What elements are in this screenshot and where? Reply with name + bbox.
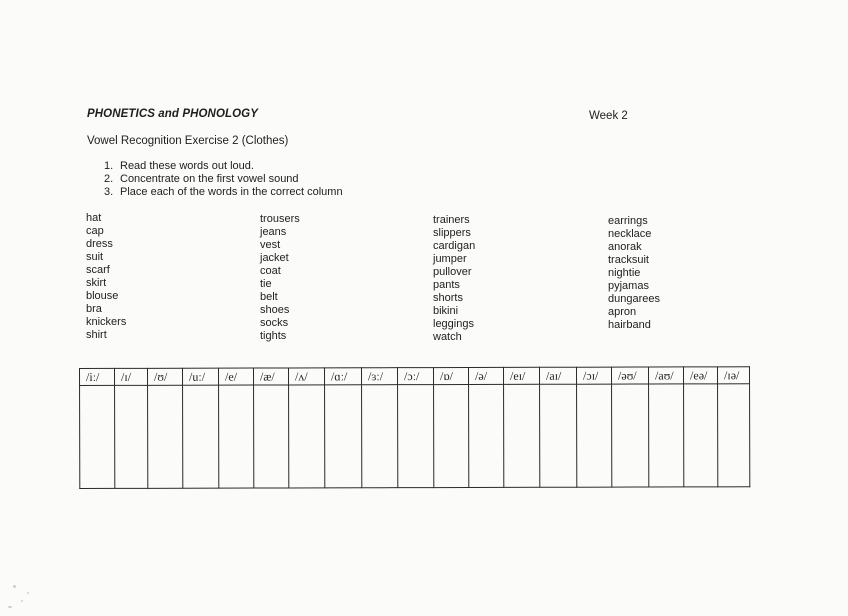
word-item: shoes [260,304,290,316]
word-item: tie [260,278,272,290]
word-column-1 [86,212,126,342]
vowel-answer-cell[interactable] [148,385,183,488]
vowel-symbol-header: /ɪə/ [717,367,749,384]
vowel-answer-cell[interactable] [289,385,325,488]
word-item: watch [433,331,462,343]
instruction-text: Place each of the words in the correct column [120,186,343,198]
vowel-symbol-header: /e/ [219,368,254,385]
scan-speck [27,592,29,594]
word-item: bikini [433,305,459,317]
vowel-header-row [80,367,750,386]
instruction-list [104,160,343,199]
vowel-answer-row [80,384,750,489]
word-item: pants [433,279,460,291]
vowel-answer-cell[interactable] [183,385,219,488]
vowel-symbol-header: /æ/ [254,368,289,385]
word-item: pullover [433,266,472,278]
vowel-symbol-header: /ʌ/ [289,368,325,385]
vowel-symbol-header: /ʊ/ [148,368,183,385]
instruction-number: 2. [104,173,114,185]
vowel-answer-cell[interactable] [80,385,115,488]
exercise-subtitle: Vowel Recognition Exercise 2 (Clothes) [87,135,289,147]
vowel-symbol-header: /ɪ/ [115,368,148,385]
word-item: necklace [608,228,652,240]
word-item: suit [86,251,104,263]
word-item: dress [86,238,113,250]
vowel-answer-cell[interactable] [254,385,289,488]
word-item: jacket [260,252,289,264]
word-item: cardigan [433,240,476,252]
vowel-symbol-header: /aɪ/ [539,367,576,384]
instruction-number: 3. [104,186,114,198]
vowel-answer-cell[interactable] [718,384,750,487]
word-item: trainers [433,214,470,226]
word-item: scarf [86,264,110,276]
vowel-symbol-header: /eɪ/ [503,367,539,384]
word-item: nightie [608,267,641,279]
vowel-answer-cell[interactable] [612,384,649,487]
instruction-text: Read these words out loud. [120,160,254,172]
word-item: skirt [86,277,107,289]
vowel-symbol-header: /uː/ [183,368,219,385]
word-item: socks [260,317,289,329]
word-item: belt [260,291,278,303]
word-column-4 [608,215,660,332]
scan-speck [21,600,23,602]
vowel-symbol-header: /eə/ [683,367,717,384]
vowel-answer-cell[interactable] [577,384,612,487]
word-item: shirt [86,329,107,341]
word-column-2 [260,213,300,343]
vowel-answer-cell[interactable] [325,385,362,488]
word-item: anorak [608,241,642,253]
vowel-answer-cell[interactable] [398,385,434,488]
vowel-answer-cell[interactable] [362,385,398,488]
word-item: earrings [608,215,648,227]
word-item: hat [86,212,102,224]
word-item: pyjamas [608,280,649,292]
instruction-number: 1. [104,160,114,172]
word-item: tracksuit [608,254,649,266]
vowel-symbol-header: /ɑː/ [325,368,362,385]
vowel-symbol-header: /iː/ [80,368,115,385]
word-item: jumper [433,253,467,265]
vowel-answer-cell[interactable] [540,384,577,487]
word-item: apron [608,306,637,318]
word-item: hairband [608,319,651,331]
word-item: tights [260,330,287,342]
word-item: shorts [433,292,463,304]
word-item: blouse [86,290,119,302]
instruction-item [104,173,343,186]
week-label: Week 2 [589,110,628,122]
vowel-answer-cell[interactable] [434,384,469,487]
vowel-sound-table [79,366,750,489]
vowel-symbol-header: /ə/ [468,367,503,384]
word-item: cap [86,225,104,237]
word-item: leggings [433,318,474,330]
scan-speck [8,606,12,608]
scan-speck [13,585,16,588]
vowel-symbol-header: /ɔː/ [398,368,434,385]
word-item: vest [260,239,281,251]
vowel-answer-cell[interactable] [504,384,540,487]
word-item: jeans [260,226,287,238]
vowel-symbol-header: /əʊ/ [611,367,648,384]
word-item: trousers [260,213,300,225]
instruction-text: Concentrate on the first vowel sound [120,173,299,185]
vowel-symbol-header: /ɜː/ [362,368,398,385]
vowel-answer-cell[interactable] [115,385,148,488]
word-item: coat [260,265,281,277]
vowel-symbol-header: /ɒ/ [434,367,469,384]
word-item: dungarees [608,293,660,305]
vowel-answer-cell[interactable] [469,384,504,487]
word-column-3 [433,214,475,344]
page-title: PHONETICS and PHONOLOGY [87,108,258,120]
vowel-answer-cell[interactable] [684,384,718,487]
vowel-symbol-header: /aʊ/ [648,367,683,384]
word-item: bra [86,303,102,315]
word-item: knickers [86,316,127,328]
vowel-answer-cell[interactable] [219,385,254,488]
instruction-item [104,186,343,199]
vowel-answer-cell[interactable] [649,384,684,487]
word-item: slippers [433,227,471,239]
vowel-symbol-header: /ɔɪ/ [576,367,611,384]
instruction-item [104,160,343,173]
